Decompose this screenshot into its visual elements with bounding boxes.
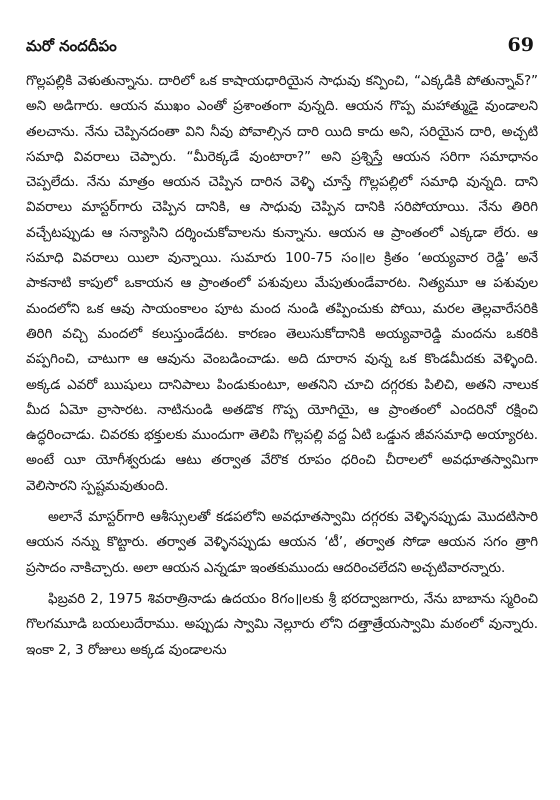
- running-title: మరో నందదీపం: [26, 37, 117, 55]
- body-text: [26, 69, 538, 663]
- paragraph-1: గొల్లపల్లికి వెళుతున్నాను. దారిలో ఒక కాషాయధారియైన సాధువు కన్పించి, “ఎక్కడికి పోతున్నావ్?” అని అడిగారు. ఆయన ముఖం ఎంతో ప్రశాంతంగా వున్నది. ఆయన గొప్ప మహాత్ముడై వుండాలని తలచాను. నేను చెప్పినదంతా విని నీవు పోవాల్సిన దారి యిది కాదు అని, సరియైన దారి, అచ్చటి సమాధి వివరాలు చెప్పారు. “మీరెక్కడే వుంటారా?” అని ప్రశ్నిస్తే ఆయన సరిగా సమాధానం చెప్పలేదు. నేను మాత్రం ఆయన చెప్పిన దారిన వెళ్ళి చూస్తే గొల్లపల్లిలో సమాధి వున్నది. దాని వివరాలు మాస్టర్‌గారు చెప్పిన దానికి, ఆ సాధువు చెప్పిన దానికి సరిపోయాయి. నేను తిరిగి వచ్చేటప్పుడు ఆ సన్యాసిని దర్శించుకోవాలను కున్నాను. ఆయన ఆ ప్రాంతంలో ఎక్కడా లేరు. ఆ సమాధి వివరాలు యిలా వున్నాయి. సుమారు 100-75 సం॥ల క్రితం ‘అయ్యవార రెడ్డి’ అనే పాకనాటి కాపులో ఒకాయన ఆ ప్రాంతంలో పశువులు మేపుతుండేవారట. నిత్యమూ ఆ పశువుల మందలోని ఒక ఆవు సాయంకాలం పూట మంద నుండి తప్పించుకు పోయి, మరల తెల్లవారేసరికి తిరిగి వచ్చి మందలో కలుస్తుండేదట. కారణం తెలుసుకోదానికి అయ్యవారెడ్డి మందను ఒకరికి వప్పగించి, చాటుగా ఆ ఆవును వెంబడించాడు. అది దూరాన వున్న ఒక కొండమీదకు వెళ్ళింది. అక్కడ ఎవరో ఋషులు దానిపాలు పిండుకుంటూ, అతనిని చూచి దగ్గరకు పిలిచి, అతని నాలుక మీద ఏమో వ్రాసారట. నాటినుండి అతడొక గొప్ప యోగియై, ఆ ప్రాంతంలో ఎందరినో రక్షించి ఉద్ధరించాడు. చివరకు భక్తులకు ముందుగా తెలిపి గొల్లపల్లి వద్ద ఏటి ఒడ్డున జీవసమాధి అయ్యారట. అంటే యీ యోగీశ్వరుడు ఆటు తర్వాత వేరొక రూపం ధరించి చీరాలలో అవధూతస్వామిగా వెలిసారని స్పష్టమవుతుంది.: [26, 73, 538, 494]
- paragraph-3: ఫిబ్రవరి 2, 1975 శివరాత్రినాడు ఉదయం 8గం॥లకు శ్రీ భరద్వాజగారు, నేను బాబాను స్మరించి గొలగమూడి బయలుదేరాము. అప్పుడు స్వామి నెల్లూరు లోని దత్తాత్రేయస్వామి మఠంలో వున్నారు. ఇంకా 2, 3 రోజులు అక్కడ వుండాలను: [26, 590, 538, 658]
- paragraph-2: అలానే మాస్టర్‌గారి ఆశీస్సులతో కడపలోని అవధూతస్వామి దగ్గరకు వెళ్ళినప్పుడు మొదటిసారి ఆయన నన్ను కొట్టారు. తర్వాత వెళ్ళినప్పుడు ఆయన ‘టీ’, తర్వాత సోడా ఆయన సగం త్రాగి ప్రసాదం నాకిచ్చారు. అలా ఆయన ఎన్నడూ ఇంతకుముందు ఆదరించలేదని అచ్చటివారన్నారు.: [26, 509, 538, 576]
- page-header: [26, 34, 538, 59]
- page-number: 69: [507, 34, 534, 56]
